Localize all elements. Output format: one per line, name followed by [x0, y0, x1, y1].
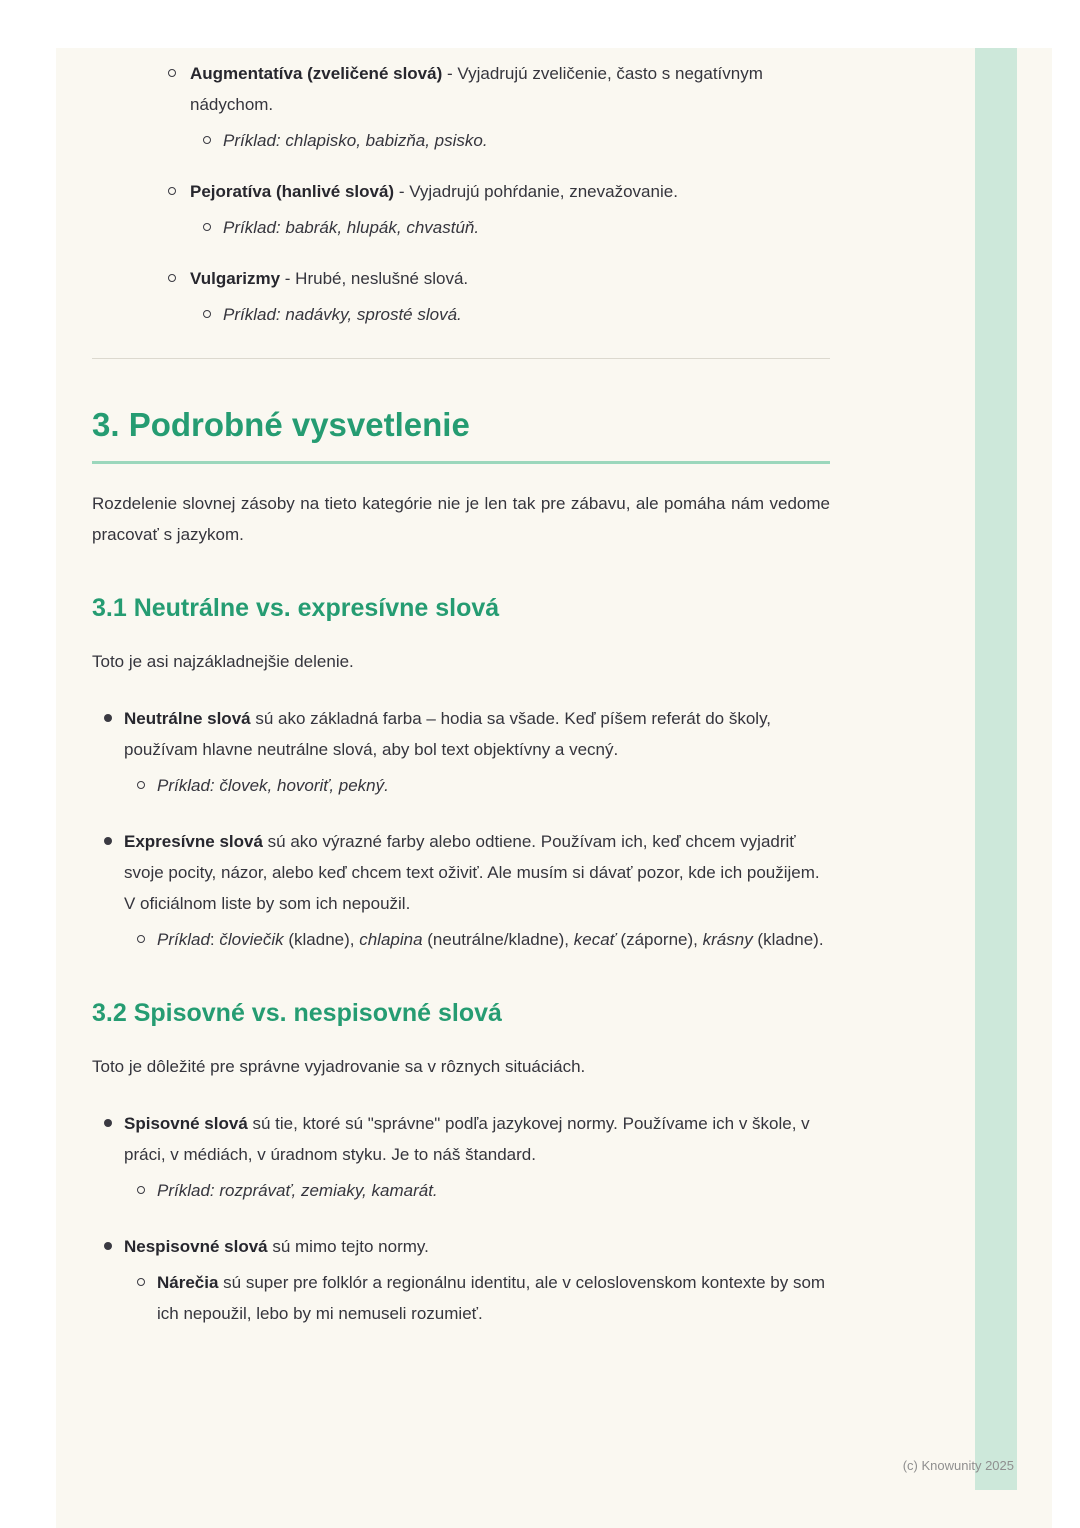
- list-item-spisovne: [92, 1108, 830, 1206]
- example-text: [157, 1175, 830, 1206]
- term-text: Nespisovné slová: [124, 1237, 268, 1256]
- section-divider: [92, 358, 830, 359]
- example-words: : človek, hovoriť, pekný.: [209, 776, 389, 795]
- neutral-vs-expressive-list: [92, 703, 830, 955]
- section-3-intro: Rozdelenie slovnej zásoby na tieto kategórie nie je len tak pre zábavu, ale pomáha nám vedome pracovať s jazykom.: [92, 494, 830, 544]
- term-description: - Vyjadrujú pohŕdanie, znevažovanie.: [394, 182, 678, 201]
- example-text: [223, 125, 830, 156]
- section-3-1-intro: Toto je asi najzákladnejšie delenie.: [92, 652, 354, 671]
- list-item-augmentativa: [92, 58, 830, 156]
- copyright-text: (c) Knowunity 2025: [902, 1458, 1014, 1473]
- circle-bullet-icon: [168, 187, 176, 195]
- term-description: sú ako základná farba – hodia sa všade. Keď píšem referát do školy, používam hlavne neutrálne slová, aby bol text objektívny a vecný.: [124, 709, 772, 759]
- example-item: [190, 125, 830, 156]
- list-item-text: [124, 1231, 830, 1262]
- example-word: krásny: [702, 930, 753, 949]
- term-text: Spisovné slová: [124, 1114, 248, 1133]
- list-item-text: [190, 176, 830, 207]
- term-description: - Hrubé, neslušné slová.: [280, 269, 469, 288]
- term-description: sú mimo tejto normy.: [267, 1237, 429, 1256]
- list-item-text: [190, 58, 830, 120]
- term-description: sú ako výrazné farby alebo odtiene. Používam ich, keď chcem vyjadriť svoje pocity, názor, alebo keď chcem text oživiť. Ale musím si dávať pozor, kde ich použijem. V oficiálnom liste by som ich nepoužil.: [124, 832, 820, 913]
- disc-bullet-icon: [104, 837, 112, 845]
- circle-bullet-icon: [203, 223, 211, 231]
- example-item: [190, 212, 830, 243]
- list-item-neutralne: [92, 703, 830, 801]
- list-item-nespisovne: [92, 1231, 830, 1329]
- section-3-1-heading: 3.1 Neutrálne vs. expresívne slová: [92, 594, 500, 622]
- example-text: [157, 770, 830, 801]
- circle-bullet-icon: [137, 1186, 145, 1194]
- example-text: [157, 924, 830, 955]
- page-content: [56, 48, 830, 1329]
- example-words: : chlapisko, babizňa, psisko.: [275, 131, 488, 150]
- example-words: : rozprávať, zemiaky, kamarát.: [209, 1181, 438, 1200]
- term-text: Pejoratíva (hanlivé slová): [190, 182, 395, 201]
- example-label: Príklad: [157, 1181, 210, 1200]
- example-words: : nadávky, sprosté slová.: [275, 305, 462, 324]
- example-note: (kladne),: [283, 930, 360, 949]
- example-label: Príklad: [223, 131, 276, 150]
- section-3-heading: 3. Podrobné vysvetlenie: [92, 405, 830, 464]
- example-label: Príklad: [157, 776, 210, 795]
- circle-bullet-icon: [203, 136, 211, 144]
- term-text: Expresívne slová: [124, 832, 263, 851]
- circle-bullet-icon: [137, 1278, 145, 1286]
- section-3-2-intro: Toto je dôležité pre správne vyjadrovanie sa v rôznych situáciách.: [92, 1057, 586, 1076]
- example-item: [124, 1175, 830, 1206]
- sub-list-item-narecia: [124, 1267, 830, 1329]
- list-item-text: [190, 263, 830, 294]
- example-item: [190, 299, 830, 330]
- example-note: (záporne),: [615, 930, 703, 949]
- expressive-word-types-list: [92, 58, 830, 330]
- circle-bullet-icon: [137, 935, 145, 943]
- example-word: človiečik: [219, 930, 284, 949]
- term-description: sú tie, ktoré sú "správne" podľa jazykovej normy. Používame ich v škole, v práci, v médiách, v úradnom styku. Je to náš štandard.: [124, 1114, 810, 1164]
- document-page: [56, 48, 1052, 1528]
- side-accent-stripe: [975, 48, 1017, 1490]
- list-item-text: [124, 826, 830, 919]
- list-item-expresivne: [92, 826, 830, 955]
- list-item-vulgarizmy: [92, 263, 830, 330]
- example-text: [223, 212, 830, 243]
- example-separator: :: [209, 930, 220, 949]
- list-item-pejorativa: [92, 176, 830, 243]
- example-note: (neutrálne/kladne),: [422, 930, 574, 949]
- example-item: [124, 770, 830, 801]
- disc-bullet-icon: [104, 1119, 112, 1127]
- standard-vs-nonstandard-list: [92, 1108, 830, 1329]
- circle-bullet-icon: [168, 69, 176, 77]
- term-text: Nárečia: [157, 1273, 219, 1292]
- term-text: Neutrálne slová: [124, 709, 251, 728]
- circle-bullet-icon: [137, 781, 145, 789]
- example-words: : babrák, hlupák, chvastúň.: [275, 218, 480, 237]
- example-label: Príklad: [223, 218, 276, 237]
- example-note: (kladne).: [752, 930, 824, 949]
- example-word: kecať: [573, 930, 616, 949]
- example-label: Príklad: [157, 930, 210, 949]
- term-description: - Vyjadrujú zveličenie, často s negatívnym nádychom.: [190, 64, 763, 114]
- circle-bullet-icon: [168, 274, 176, 282]
- section-3-2-heading: 3.2 Spisovné vs. nespisovné slová: [92, 999, 502, 1027]
- term-description: sú super pre folklór a regionálnu identitu, ale v celoslovenskom kontexte by som ich nepoužil, lebo by mi nemuseli rozumieť.: [157, 1273, 826, 1323]
- sub-item-text: [157, 1267, 830, 1329]
- disc-bullet-icon: [104, 1242, 112, 1250]
- example-text: [223, 299, 830, 330]
- list-item-text: [124, 1108, 830, 1170]
- list-item-text: [124, 703, 830, 765]
- disc-bullet-icon: [104, 714, 112, 722]
- term-text: Augmentatíva (zveličené slová): [190, 64, 443, 83]
- term-text: Vulgarizmy: [190, 269, 281, 288]
- example-word: chlapina: [359, 930, 423, 949]
- circle-bullet-icon: [203, 310, 211, 318]
- example-label: Príklad: [223, 305, 276, 324]
- example-item: [124, 924, 830, 955]
